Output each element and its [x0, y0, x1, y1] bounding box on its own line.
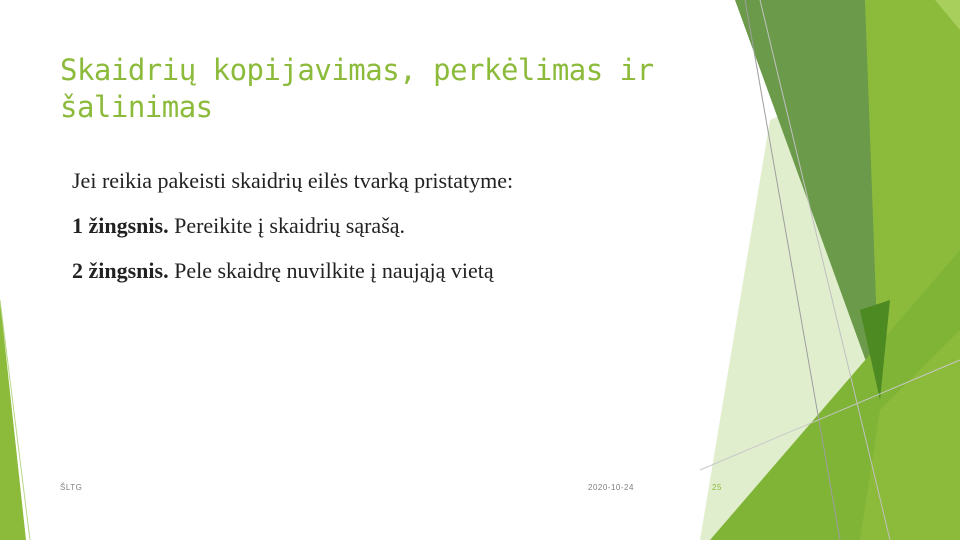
left-green-shape [0, 300, 26, 540]
step-1-label: 1 žingsnis. [72, 213, 169, 238]
body-paragraph-3 [72, 253, 712, 298]
footer-date: 2020-10-24 [588, 483, 634, 492]
step-1-text: Pereikite į skaidrių sąrašą. [168, 213, 406, 238]
slide-body [72, 163, 712, 298]
slide-title-line-2: šalinimas [60, 90, 213, 124]
body-paragraph-1 [72, 163, 712, 208]
slide-title [60, 52, 700, 126]
slide-number: 25 [712, 483, 722, 492]
footer-organization: ŠLTG [60, 483, 83, 492]
step-2-label: 2 žingsnis. [72, 258, 169, 283]
body-paragraph-1-text: Jei reikia pakeisti skaidrių eilės tvarką pristatyme: [72, 168, 514, 193]
step-2-text: Pele skaidrę nuvilkite į naująją vietą [168, 258, 494, 283]
body-paragraph-2 [72, 208, 712, 253]
slide-title-line-1: Skaidrių kopijavimas, perkėlimas ir [60, 53, 654, 87]
